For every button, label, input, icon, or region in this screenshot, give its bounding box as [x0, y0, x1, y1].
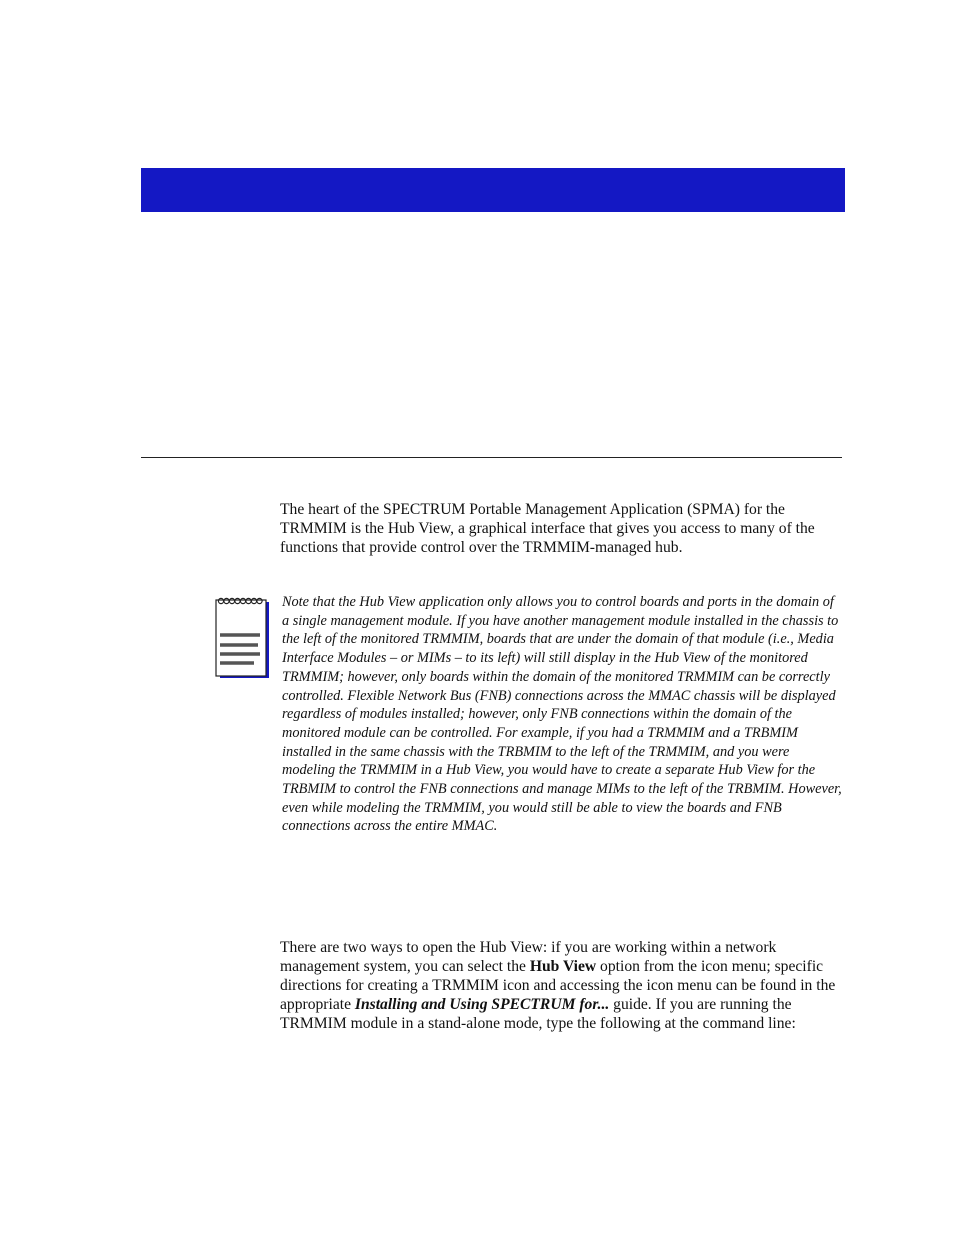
notepad-icon: [214, 596, 272, 680]
opening-paragraph: [280, 938, 842, 1033]
opening-text-3: guide. If you are running the TRMMIM module in a stand-alone mode, type the following at the command line:: [280, 996, 796, 1032]
intro-paragraph: The heart of the SPECTRUM Portable Management Application (SPMA) for the TRMMIM is the Hub View, a graphical interface that gives you access to many of the functions that provide control over the TRMMIM-managed hub.: [280, 501, 815, 556]
guide-title: Installing and Using SPECTRUM for...: [354, 996, 610, 1013]
chapter-header-bar: [141, 168, 845, 212]
hub-view-option-label: Hub View: [529, 958, 597, 975]
section-divider: [141, 457, 842, 458]
opening-text-1: There are two ways to open the Hub View: if you are working within a network management system, you can select the: [280, 939, 777, 975]
note-text: Note that the Hub View application only allows you to control boards and ports in the domain of a single management module. If you have another management module installed in the chassis to the left of the monitored TRMMIM, boards that are under the domain of that module (i.e., Media Interface Modules – or MIMs – to its left) will still display in the Hub View of the monitored TRMMIM; however, only boards within the domain of the monitored TRMMIM can be correctly controlled. Flexible Network Bus (FNB) connections across the MMAC chassis will be displayed regardless of modules installed; however, only FNB connections within the domain of the monitored module can be controlled. For example, if you had a TRMMIM and a TRBMIM installed in the same chassis with the TRBMIM to the left of the TRMMIM, and you were modeling the TRMMIM in a Hub View, you would have to create a separate Hub View for the TRBMIM to control the FNB connections and manage MIMs to the left of the TRBMIM. However, even while modeling the TRMMIM, you would still be able to view the boards and FNB connections across the entire MMAC.: [282, 594, 842, 835]
opening-text-2: option from the icon menu; specific directions for creating a TRMMIM icon and accessing the icon menu can be found in the appropriate: [280, 958, 836, 1013]
